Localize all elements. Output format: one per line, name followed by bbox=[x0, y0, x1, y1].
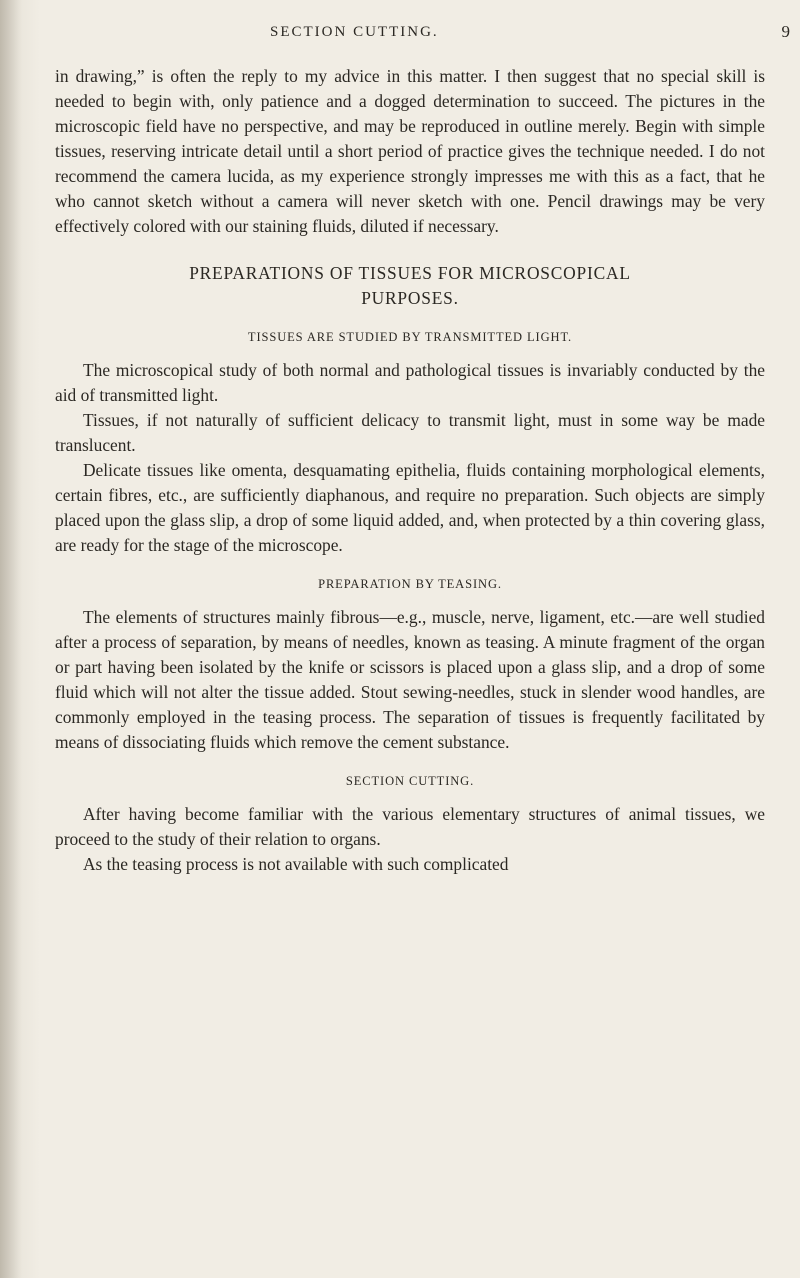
running-head: SECTION CUTTING. bbox=[270, 24, 439, 40]
page-number: 9 bbox=[781, 22, 790, 41]
main-heading-line-2: PURPOSES. bbox=[361, 288, 459, 308]
main-heading-line-1: PREPARATIONS OF TISSUES FOR MICROSCOPICAL bbox=[189, 263, 631, 283]
subheading-transmitted-light: TISSUES ARE STUDIED BY TRANSMITTED LIGHT. bbox=[247, 330, 573, 344]
subheading-section-cutting: SECTION CUTTING. bbox=[345, 774, 475, 788]
paragraph-delicate-tissues: Delicate tissues like omenta, desquamating epithelia, fluids containing morphological elements, certain fibres, etc., are sufficiently diaphanous, and require no preparation. Such objects are simply placed upon the glass slip, a drop of some liquid added, and, when protected by a thin covering glass, are ready for the stage of the microscope. bbox=[55, 460, 765, 555]
paragraph-transmitted-light: The microscopical study of both normal and pathological tissues is invariably conducted by the aid of transmitted light. bbox=[55, 360, 765, 405]
subheading-teasing: PREPARATION BY TEASING. bbox=[318, 577, 502, 591]
paragraph-translucent: Tissues, if not naturally of sufficient delicacy to transmit light, must in some way be made translucent. bbox=[55, 410, 765, 455]
page-body bbox=[55, 64, 765, 877]
paragraph-teasing: The elements of structures mainly fibrous—e.g., muscle, nerve, ligament, etc.—are well studied after a process of separation, by means of needles, known as teasing. A minute fragment of the organ or part having been isolated by the knife or scissors is placed upon a glass slip, and a drop of some fluid which will not alter the tissue added. Stout sewing-needles, stuck in slender wood handles, are commonly employed in the teasing process. The separation of tissues is frequently facilitated by means of dissociating fluids which remove the cement substance. bbox=[55, 607, 765, 752]
paragraph-elementary-structures: After having become familiar with the various elementary structures of animal tissues, we proceed to the study of their relation to organs. bbox=[55, 804, 765, 849]
page-gutter-shadow bbox=[0, 0, 22, 1278]
paragraph-complicated: As the teasing process is not available with such complicated bbox=[83, 854, 509, 874]
page-header bbox=[270, 24, 790, 48]
paragraph-drawing-advice: in drawing,” is often the reply to my advice in this matter. I then suggest that no special skill is needed to begin with, only patience and a dogged determination to succeed. The pictures in the microscopic field have no perspective, and may be reproduced in outline merely. Begin with simple tissues, reserving intricate detail until a short period of practice gives the technique needed. I do not recommend the camera lucida, as my experience strongly impresses me with this as a fact, that he who cannot sketch without a camera will never sketch with one. Pencil drawings may be very effectively colored with our staining fluids, diluted if necessary. bbox=[55, 66, 765, 236]
